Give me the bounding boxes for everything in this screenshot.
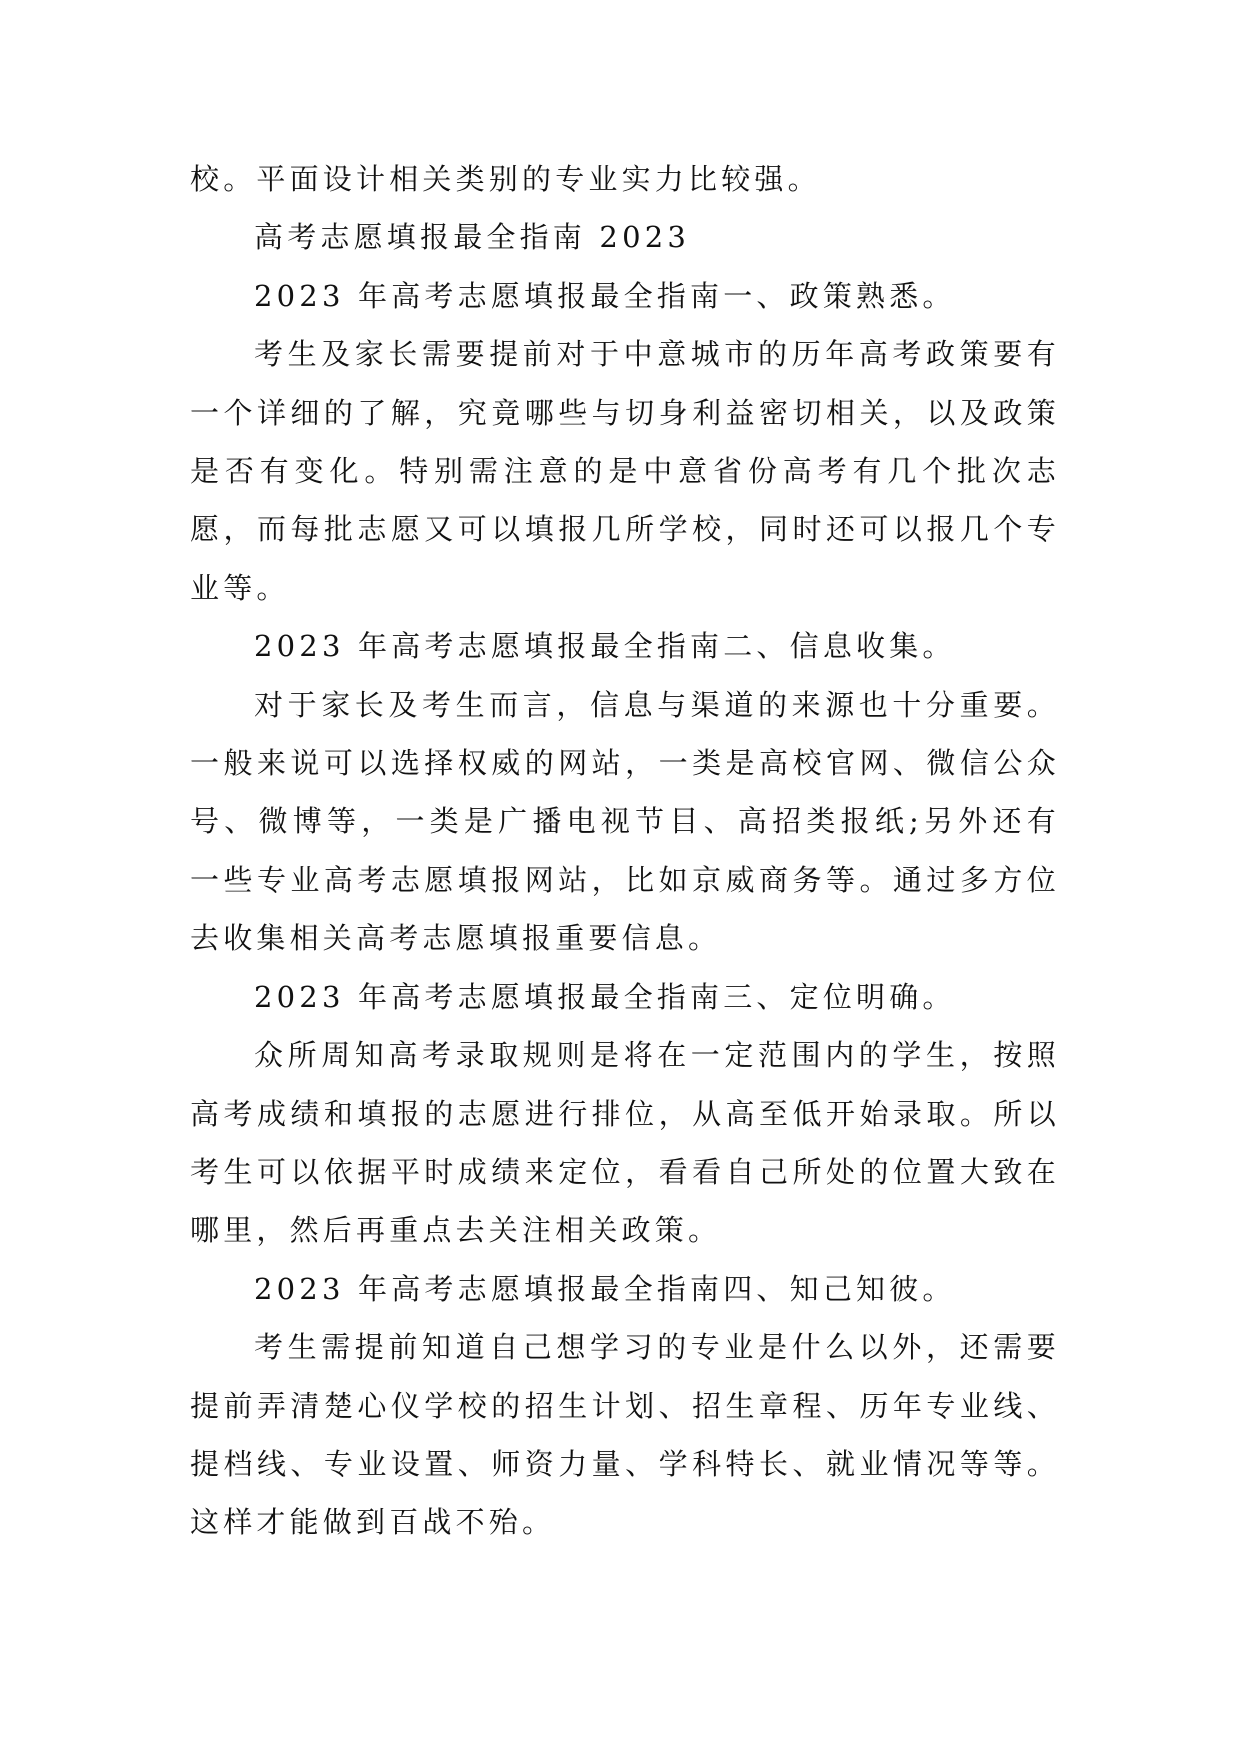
- paragraph-continuation: 校。平面设计相关类别的专业实力比较强。: [190, 162, 821, 196]
- body-paragraph-2: 对于家长及考生而言，信息与渠道的来源也十分重要。一般来说可以选择权威的网站，一类是高校官网、微信公众号、微博等，一类是广播电视节目、高招类报纸;另外还有一些专业高考志愿填报网站，比如京威商务等。通过多方位去收集相关高考志愿填报重要信息。: [190, 687, 1060, 956]
- section-heading-3: 2023 年高考志愿填报最全指南三、定位明确。: [254, 979, 956, 1014]
- section-heading-2: 2023 年高考志愿填报最全指南二、信息收集。: [254, 629, 956, 664]
- body-paragraph-3: 众所周知高考录取规则是将在一定范围内的学生，按照高考成绩和填报的志愿进行排位，从高至低开始录取。所以考生可以依据平时成绩来定位，看看自己所处的位置大致在哪里，然后再重点去关注相关政策。: [190, 1038, 1060, 1248]
- body-paragraph-4: 考生需提前知道自己想学习的专业是什么以外，还需要提前弄清楚心仪学校的招生计划、招生章程、历年专业线、提档线、专业设置、师资力量、学科特长、就业情况等等。这样才能做到百战不殆。: [190, 1330, 1060, 1540]
- document-body: [190, 150, 1060, 1552]
- document-title: 高考志愿填报最全指南 2023: [254, 220, 691, 255]
- section-heading-1: 2023 年高考志愿填报最全指南一、政策熟悉。: [254, 278, 956, 313]
- body-paragraph-1: 考生及家长需要提前对于中意城市的历年高考政策要有一个详细的了解，究竟哪些与切身利益密切相关，以及政策是否有变化。特别需注意的是中意省份高考有几个批次志愿，而每批志愿又可以填报几所学校，同时还可以报几个专业等。: [190, 337, 1060, 605]
- section-heading-4: 2023 年高考志愿填报最全指南四、知己知彼。: [254, 1271, 956, 1306]
